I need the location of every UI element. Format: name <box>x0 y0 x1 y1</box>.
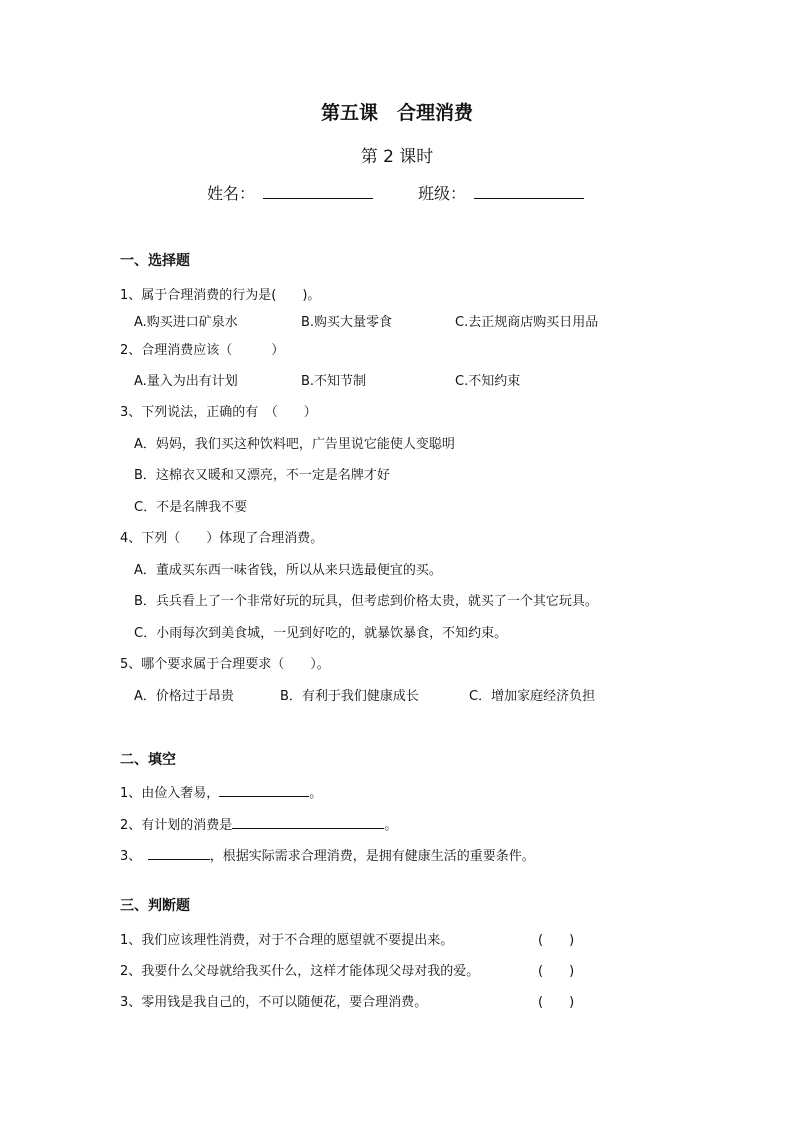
section-choice-heading: 一、选择题 <box>120 253 190 269</box>
choice-q3-option-a: A．妈妈，我们买这种饮料吧，广告里说它能使人变聪明 <box>134 437 455 452</box>
fill-q2-prefix: 2、有计划的消费是 <box>120 818 233 833</box>
class-blank[interactable] <box>474 184 584 199</box>
choice-q1-option-c: C.去正规商店购买日用品 <box>455 315 599 330</box>
choice-question-1: 1、属于合理消费的行为是( )。 <box>120 288 321 303</box>
judge-question-3: 3、零用钱是我自己的，不可以随便花，要合理消费。 <box>120 995 428 1010</box>
choice-question-3: 3、下列说法，正确的有 （ ） <box>120 405 317 420</box>
fill-q3-suffix: ，根据实际需求合理消费，是拥有健康生活的重要条件。 <box>209 849 535 864</box>
page-subtitle: 第 2 课时 <box>360 147 434 167</box>
fill-q1-blank[interactable] <box>219 782 309 797</box>
choice-q3-option-c: C．不是名牌我不要 <box>134 500 248 515</box>
choice-q2-option-a: A.量入为出有计划 <box>134 374 238 389</box>
section-fill-heading: 二、填空 <box>120 752 176 768</box>
page-title: 第五课 合理消费 <box>320 102 473 124</box>
name-blank[interactable] <box>263 184 373 199</box>
fill-q3-prefix: 3、 <box>120 849 148 864</box>
fill-question-2 <box>120 814 397 833</box>
choice-q4-option-a: A．董成买东西一味省钱，所以从来只选最便宜的买。 <box>134 563 442 578</box>
judge-answer-1-paren[interactable]: ( ) <box>538 933 575 948</box>
section-judge-heading: 三、判断题 <box>120 898 190 914</box>
choice-question-4: 4、下列（ ）体现了合理消费。 <box>120 531 324 546</box>
choice-question-5: 5、哪个要求属于合理要求（ ）。 <box>120 657 330 672</box>
choice-q5-option-c: C．增加家庭经济负担 <box>469 689 596 704</box>
class-label: 班级： <box>418 184 467 203</box>
choice-q2-option-c: C.不知约束 <box>455 374 521 389</box>
judge-answer-3-paren[interactable]: ( ) <box>538 995 575 1010</box>
name-label: 姓名： <box>207 184 256 203</box>
fill-question-1 <box>120 782 322 801</box>
name-field <box>207 181 373 204</box>
choice-q1-option-b: B.购买大量零食 <box>301 315 393 330</box>
fill-q1-prefix: 1、由俭入奢易， <box>120 786 220 801</box>
judge-question-2: 2、我要什么父母就给我买什么，这样才能体现父母对我的爱。 <box>120 964 480 979</box>
judge-question-1: 1、我们应该理性消费，对于不合理的愿望就不要提出来。 <box>120 933 454 948</box>
choice-q4-option-b: B．兵兵看上了一个非常好玩的玩具，但考虑到价格太贵，就买了一个其它玩具。 <box>134 594 598 609</box>
choice-q5-option-a: A．价格过于昂贵 <box>134 689 234 704</box>
choice-q5-option-b: B．有利于我们健康成长 <box>280 689 419 704</box>
choice-q1-option-a: A.购买进口矿泉水 <box>134 315 238 330</box>
class-field <box>418 181 584 204</box>
fill-question-3 <box>120 845 535 864</box>
choice-q2-option-b: B.不知节制 <box>301 374 367 389</box>
choice-q4-option-c: C．小雨每次到美食城，一见到好吃的，就暴饮暴食，不知约束。 <box>134 626 508 641</box>
fill-q3-blank[interactable] <box>148 845 210 860</box>
choice-question-2: 2、合理消费应该（ ） <box>120 343 285 358</box>
fill-q1-suffix: 。 <box>309 786 323 801</box>
fill-q2-suffix: 。 <box>384 818 398 833</box>
judge-answer-2-paren[interactable]: ( ) <box>538 964 575 979</box>
choice-q3-option-b: B．这棉衣又暖和又漂亮，不一定是名牌才好 <box>134 468 390 483</box>
fill-q2-blank[interactable] <box>232 814 384 829</box>
